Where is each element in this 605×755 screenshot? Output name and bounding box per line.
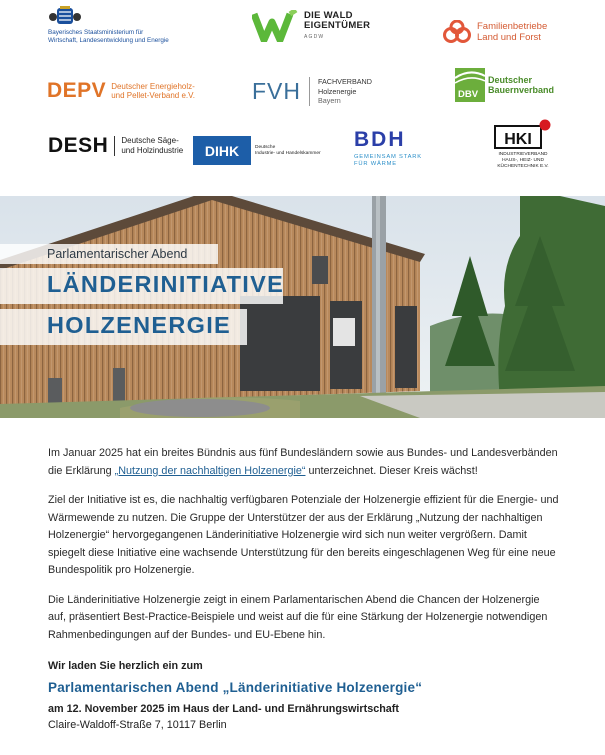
- hero-banner: [0, 196, 605, 418]
- waldeigentuemer-w-icon: [252, 10, 300, 42]
- logo-depv-abbr: DEPV: [47, 79, 107, 102]
- logo-fvh: [252, 77, 372, 106]
- logo-fvh-line2: Holzenergie: [318, 86, 357, 96]
- body-text: [48, 445, 560, 656]
- logo-hki-abbr: HKI: [504, 131, 532, 148]
- logo-dbv-text: Deutscher Bauernverband: [488, 74, 555, 95]
- logo-dbv-abbr: DBV: [458, 89, 479, 100]
- logo-wald-text: [304, 11, 370, 42]
- logo-bayern-text: Bayerisches Staatsministerium für Wirtschaft, Landesentwicklung und Energie: [48, 29, 169, 44]
- invite-address: Claire-Waldoff-Straße 7, 10117 Berlin: [48, 719, 227, 731]
- wooden-heating-plant-photo: [0, 196, 605, 418]
- logo-depv-text: Deutscher Energieholz- und Pellet-Verband e.V.: [111, 81, 195, 100]
- logo-depv: [47, 79, 195, 103]
- logo-wald-name: DIE WALD EIGENTÜMER: [304, 9, 371, 31]
- logo-fvh-abbr: FVH: [252, 77, 301, 104]
- paragraph-1-end: unterzeichnet. Dieser Kreis wächst!: [305, 464, 478, 477]
- logo-familienbetriebe: [442, 20, 547, 44]
- logo-dihk-abbr: DIHK: [193, 136, 251, 165]
- familienbetriebe-rings-icon: [442, 20, 472, 44]
- dbv-box-icon: [455, 68, 485, 102]
- logo-wald-sub: AGDW: [304, 33, 325, 40]
- logo-hki: [493, 118, 553, 170]
- declaration-link[interactable]: „Nutzung der nachhaltigen Holzenergie“: [114, 464, 306, 477]
- paragraph-3: Die Länderinitiative Holzenergie zeigt in einem Parlamentarischen Abend die Chancen der Holzenergie auf, präsentiert Best-Practice-Beispiele und weist auf die für eine Stärkung der Holzenergie notwendigen Rahmenbedingungen auf der Bundes- und EU-Ebene hin.: [48, 593, 548, 641]
- invitation-block: [48, 660, 568, 731]
- paragraph-1: [48, 445, 560, 480]
- hero-title-bar-2: [0, 309, 247, 345]
- invite-date-venue: am 12. November 2025 im Haus der Land- und Ernährungswirtschaft: [48, 703, 399, 715]
- hero-subtitle: Parlamentarischer Abend: [47, 247, 188, 261]
- logo-familie-text: Familienbetriebe Land und Forst: [477, 21, 548, 43]
- logo-dihk: [193, 136, 321, 165]
- logo-desh: [48, 134, 183, 158]
- logo-bdh: [354, 128, 422, 168]
- logo-bdh-abbr: BDH: [354, 128, 406, 151]
- logo-dbv: [455, 68, 554, 102]
- logo-waldeigentuemer: [252, 10, 370, 42]
- invite-intro: Wir laden Sie herzlich ein zum: [48, 660, 203, 672]
- logo-fvh-line1: FACHVERBAND: [318, 77, 372, 86]
- paragraph-2: Ziel der Initiative ist es, die nachhaltig verfügbaren Potenziale der Holzenergie effizient für die Energie- und Wärmewende zu nutzen. Die Gruppe der Unterstützer der aus der Erklärung „Nutzung der nachhaltigen Holzenergie“ hervorgegangenen Länderinitiative Holzenergie wird sich nun weiter vergrößern. Damit spiegelt diese Initiative eine wachsende Unterstützung für den bereits eingeschlagenen Weg für eine neue Bundespolitik pro Holzenergie.: [48, 494, 559, 576]
- partner-logos: [0, 0, 605, 196]
- hero-title-line2: HOLZENERGIE: [47, 312, 232, 338]
- hki-emblem-icon: [493, 118, 553, 150]
- logo-bayern-ministry: [48, 6, 169, 44]
- invite-event-title: Parlamentarischen Abend „Länderinitiative Holzenergie“: [48, 680, 423, 695]
- logo-hki-text: INDUSTRIEVERBAND HAUS-, HEIZ- UND KÜCHENTECHNIK E.V.: [497, 152, 549, 169]
- logo-desh-text: Deutsche Säge- und Holzindustrie: [114, 136, 183, 156]
- hero-subtitle-bar: [0, 244, 218, 264]
- bavarian-coat-of-arms-icon: [48, 6, 82, 26]
- logo-desh-abbr: DESH: [48, 134, 109, 157]
- hero-title-line1: LÄNDERINITIATIVE: [47, 271, 285, 297]
- logo-fvh-text: [309, 77, 372, 106]
- logo-dihk-text: Deutsche Industrie- und Handelskammer: [255, 144, 321, 156]
- paragraph-1-start: Im Januar 2025 hat ein breites Bündnis aus fünf Bundesländern sowie aus Bundes- und Landesverbänden die Erklärung: [48, 447, 558, 477]
- logo-bdh-text: GEMEINSAM STARK FÜR WÄRME: [354, 154, 422, 167]
- logo-fvh-line3: Bayern: [318, 96, 341, 105]
- hero-title-bar-1: [0, 268, 283, 304]
